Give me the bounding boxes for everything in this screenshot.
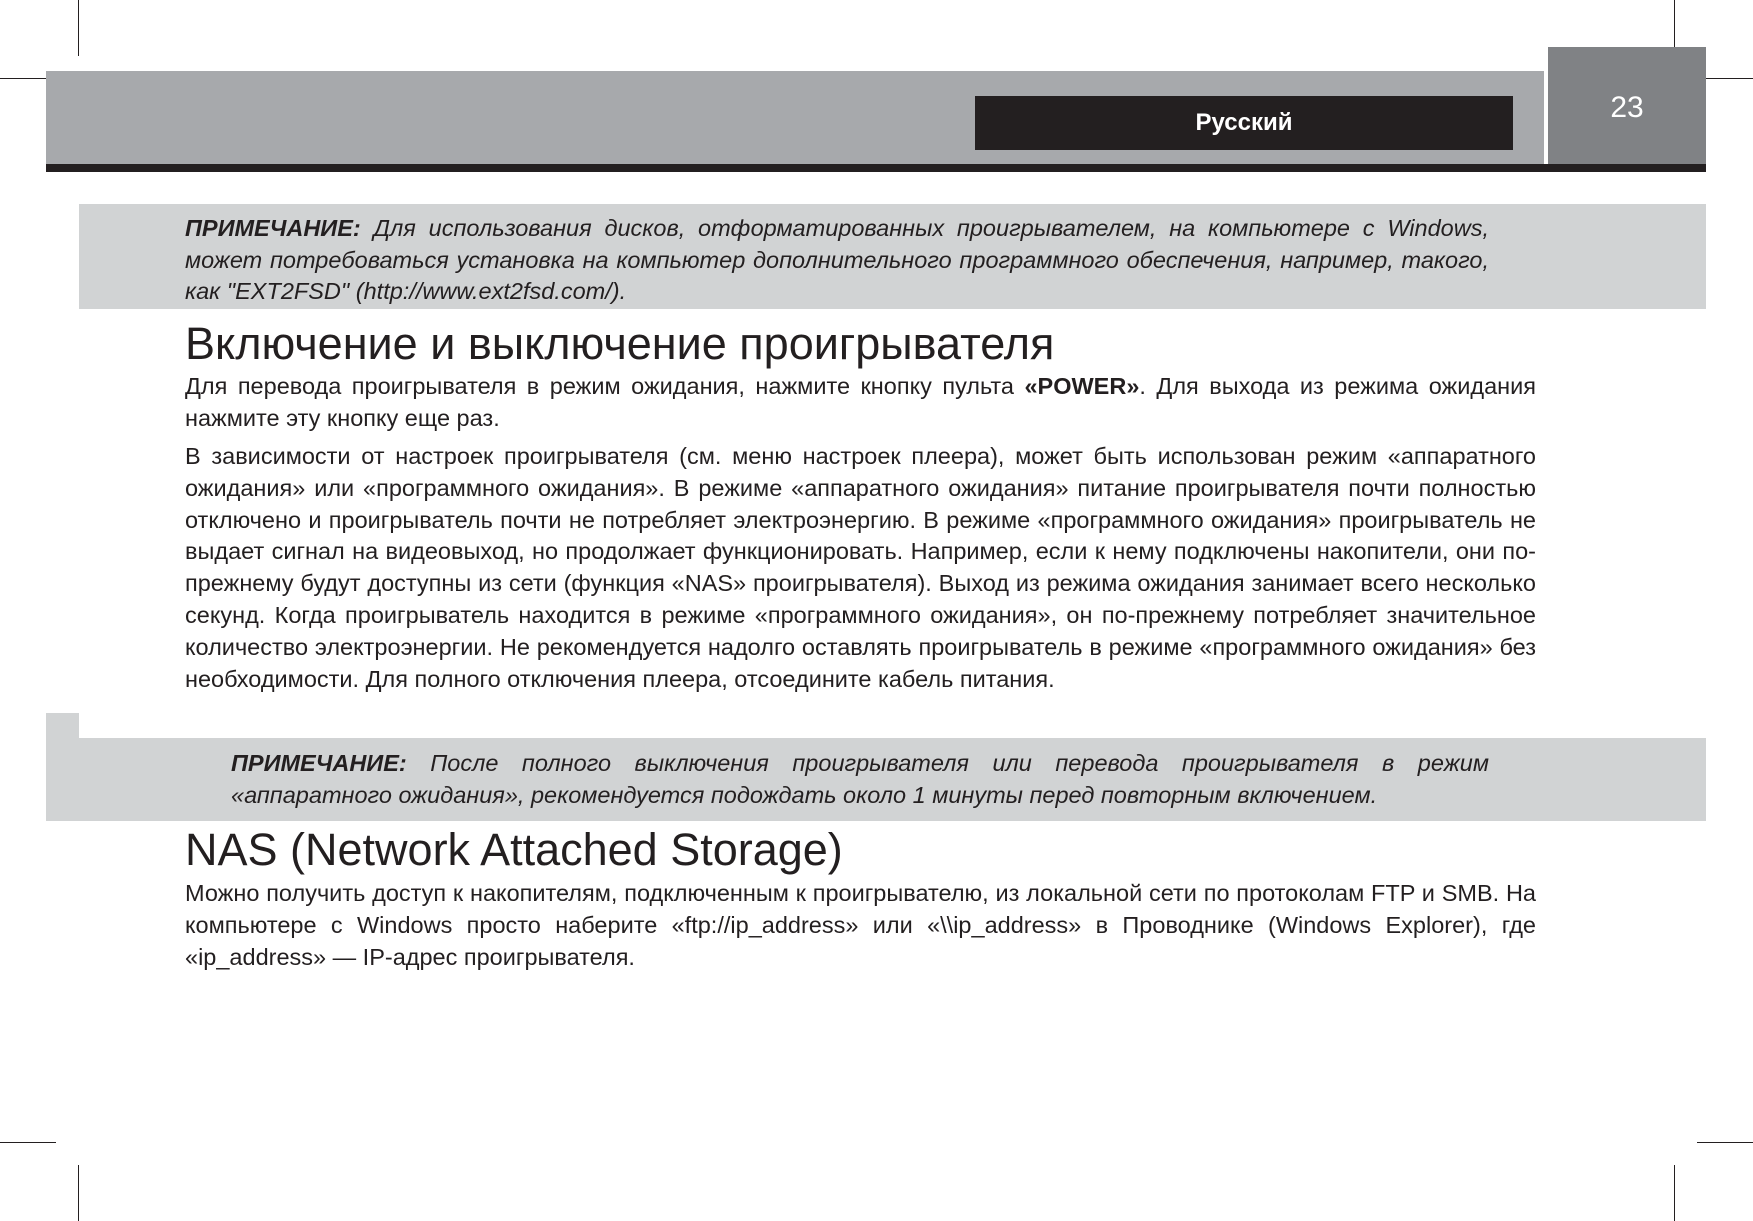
note-box-corner [46, 713, 79, 740]
paragraph-standby [185, 371, 1536, 435]
section-title-power: Включение и выключение проигрывателя [185, 318, 1055, 369]
header-rule [46, 164, 1706, 172]
note-box [46, 738, 1706, 821]
paragraph-nas: Можно получить доступ к накопителям, подключенным к проигрывателю, из локальной сети по протоколам FTP и SMB. На компьютере с Windows просто наберите «ftp://ip_address» или «\\ip_address» в Проводнике (Windows Explorer), где «ip_address» — IP-адрес проигрывателя. [185, 880, 1536, 970]
note-label: ПРИМЕЧАНИЕ: [185, 215, 361, 241]
note-text: Для использования дисков, отформатированных проигрывателем, на компьютере с Windows, может потребоваться установка на компьютер дополнительного программного обеспечения, например, такого, как "EXT2FSD" (http://www.ext2fsd.com/). [185, 215, 1489, 304]
crop-mark [1697, 1142, 1753, 1143]
crop-mark [78, 0, 79, 56]
language-label: Русский [975, 96, 1513, 150]
crop-mark [78, 1165, 79, 1221]
paragraph-text: . Для выхода из режима ожидания нажмите эту кнопку еще раз. [185, 373, 1536, 431]
paragraph-text: Для перевода проигрывателя в режим ожидания, нажмите кнопку пульта [185, 373, 1025, 399]
paragraph-standby-modes: В зависимости от настроек проигрывателя (см. меню настроек плеера), может быть использован режим «аппаратного ожидания» или «программного ожидания». В режиме «аппаратного ожидания» питание проигрывателя почти полностью отключено и проигрыватель почти не потребляет электроэнергию. В режиме «программного ожидания» проигрыватель не выдает сигнал на видеовыход, но продолжает функционировать. Например, если к нему подключены накопители, они по-прежнему будут доступны из сети (функция «NAS» проигрывателя). Выход из режима ожидания занимает всего несколько секунд. Когда проигрыватель находится в режиме «программного ожидания», он по-прежнему потребляет значительное количество электроэнергии. Не рекомендуется надолго оставлять проигрыватель в режиме «программного ожидания» без необходимости. Для полного отключения плеера, отсоедините кабель питания. [185, 443, 1536, 692]
section-title-nas: NAS (Network Attached Storage) [185, 824, 843, 875]
crop-mark [0, 1142, 56, 1143]
crop-mark [1674, 1165, 1675, 1221]
note-text: После полного выключения проигрывателя или перевода проигрывателя в режим «аппаратного ожидания», рекомендуется подождать около 1 минуты перед повторным включением. [231, 750, 1489, 808]
page-number: 23 [1548, 47, 1706, 165]
note-label: ПРИМЕЧАНИЕ: [231, 750, 407, 776]
power-key-label: «POWER» [1024, 373, 1140, 399]
note-box [79, 204, 1706, 309]
